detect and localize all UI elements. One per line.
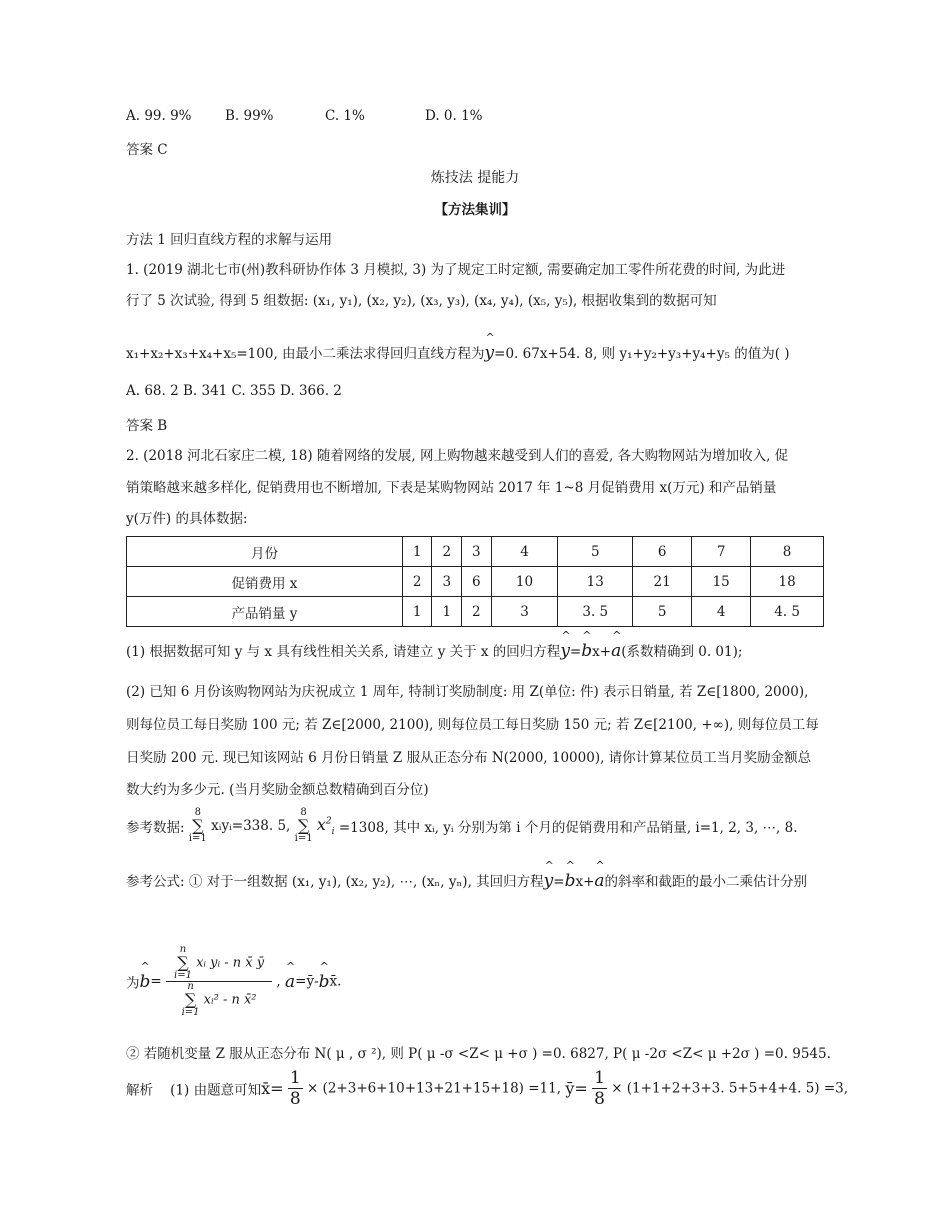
solution-line	[126, 1068, 848, 1112]
fraction-denominator: 8	[289, 1089, 301, 1109]
table-header-cell: 4	[491, 537, 558, 567]
q2-part1-text: (1) 根据数据可知 y 与 x 具有线性相关关系, 请建立 y 关于 x 的回归方程	[126, 644, 561, 660]
ref-formula-a: 参考公式: ① 对于一组数据 (x₁, y₁), (x₂, y₂), ⋯, (xₙ, yₙ), 其回归方程	[126, 874, 544, 890]
table-cell: 5	[633, 597, 692, 627]
sum-symbol	[295, 808, 313, 844]
solution-label: 解析	[126, 1082, 153, 1099]
answer-top: 答案 C	[126, 142, 168, 158]
ref-data-label: 参考数据:	[126, 820, 185, 836]
ref-formula	[126, 870, 807, 891]
a-hat-symbol: ^ a	[611, 641, 621, 661]
ref-data	[126, 808, 798, 848]
sum-upper: n	[187, 981, 194, 992]
y-hat-symbol: ^ y	[544, 871, 554, 891]
fraction-numerator: 1	[594, 1068, 605, 1088]
table-cell: 产品销量 y	[127, 597, 403, 627]
table-cell: 促销费用 x	[127, 567, 403, 597]
table-cell: 6	[462, 567, 492, 597]
solution-text-c: × (1+1+2+3+3. 5+5+4+4. 5) =3,	[611, 1080, 849, 1097]
table-cell: 1	[432, 597, 462, 627]
table-cell: 4	[692, 597, 751, 627]
table-row	[127, 597, 824, 627]
fraction-denominator: 8	[594, 1089, 605, 1109]
q1-line2: 行了 5 次试验, 得到 5 组数据: (x₁, y₁), (x₂, y₂), (x₃, y₃), (x₄, y₄), (x₅, y₅), 根据收集到的数据可知	[126, 293, 717, 309]
q1-line3	[126, 342, 790, 363]
y-hat-symbol: ^ y	[560, 641, 570, 661]
x-squared: $x^2_i$	[316, 814, 335, 838]
b-hat-symbol: ^ b	[319, 972, 330, 992]
sum-upper: n	[179, 944, 187, 955]
table-cell: 4. 5	[751, 597, 824, 627]
table-cell: 1	[402, 597, 432, 627]
y-hat-symbol: ^ y	[485, 343, 495, 363]
option-c-top: C. 1%	[325, 108, 365, 124]
table-cell: 3	[491, 597, 558, 627]
q1-line1-text: 1. (2019 湖北七市(州)教科研协作体 3 月模拟, 3) 为了规定工时定额, 需要确定加工零件所花费的时间, 为此进	[126, 262, 786, 278]
option-b-top: B. 99%	[225, 108, 274, 124]
sigma-icon: ∑	[192, 816, 204, 835]
fraction-numerator: 1	[289, 1068, 301, 1088]
table-header-cell: 7	[692, 537, 751, 567]
sum-lower: i=1	[294, 833, 313, 844]
table-header-cell: 6	[633, 537, 692, 567]
solution-text-b: × (2+3+6+10+13+21+15+18) =11,	[306, 1080, 562, 1097]
ref-xy: xᵢyᵢ=338. 5,	[211, 818, 291, 834]
table-cell: 15	[692, 567, 751, 597]
x-plus: x+	[592, 644, 612, 660]
equals-sign: =	[569, 644, 582, 660]
option-a-top: A. 99. 9%	[126, 108, 192, 124]
table-cell: 3. 5	[558, 597, 633, 627]
sum-upper: 8	[300, 807, 307, 818]
x-plus: x+	[575, 874, 595, 890]
table-cell: 2	[462, 597, 492, 627]
q2-line3: y(万件) 的具体数据:	[126, 511, 248, 527]
table-cell: 10	[491, 567, 558, 597]
b-hat-fraction	[166, 945, 272, 1018]
sum-symbol	[174, 945, 192, 981]
solution-text-a: (1) 由题意可知	[170, 1082, 262, 1099]
option-d-top: D. 0. 1%	[425, 108, 483, 124]
sum-symbol	[182, 982, 200, 1018]
y-bar: ȳ=	[565, 1079, 588, 1098]
b-hat-symbol: ^ b	[581, 641, 592, 661]
numerator-text: xᵢ yᵢ - n x̄ ȳ	[196, 955, 265, 971]
section-title: 炼技法 提能力	[430, 170, 520, 186]
q1-line3-a: x₁+x₂+x₃+x₄+x₅=100, 由最小二乘法求得回归直线方程为	[126, 346, 485, 362]
table-cell: 18	[751, 567, 824, 597]
table-header-cell: 月份	[127, 537, 403, 567]
q2-part2-line4: 数大约为多少元. (当月奖励金额总数精确到百分位)	[126, 782, 429, 798]
method-heading: 方法 1 回归直线方程的求解与运用	[126, 232, 333, 248]
data-table	[126, 536, 824, 627]
q1-line3-b: =0. 67x+54. 8, 则 y₁+y₂+y₃+y₄+y₅ 的值为( )	[494, 346, 790, 362]
formula-prefix: 为	[126, 975, 140, 992]
table-header-cell: 8	[751, 537, 824, 567]
ref-formula-b: 的斜率和截距的最小二乘估计分别	[604, 874, 808, 890]
q2-line1: 2. (2018 河北石家庄二模, 18) 随着网络的发展, 网上购物越来越受到人们的喜爱, 各大购物网站为增加收入, 促	[126, 448, 789, 464]
sum-lower: i=1	[181, 1007, 200, 1018]
a-hat-symbol: ^ a	[594, 871, 604, 891]
sum-lower: i=1	[174, 970, 192, 981]
sigma-icon: ∑	[184, 990, 197, 1009]
sum-lower: i=1	[188, 833, 207, 844]
least-squares-formula: 为^ b= n ∑ i=1 xᵢ yᵢ - n x̄ ȳ n ∑ i=1 xᵢ² - n x̄² , ^ a=ȳ-^ bx̄.	[126, 945, 341, 1030]
q2-part1-tail: (系数精确到 0. 01);	[621, 644, 743, 660]
q2-part2-line3: 日奖励 200 元. 现已知该网站 6 月份日销量 Z 服从正态分布 N(2000, 10000), 请你计算某位员工当月奖励金额总	[126, 750, 812, 766]
formula-tail: =ȳ-	[295, 973, 319, 990]
q2-line2: 销策略越来越多样化, 促销费用也不断增加, 下表是某购物网站 2017 年 1~8 月促销费用 x(万元) 和产品销量	[126, 480, 777, 496]
sigma-icon: ∑	[177, 953, 189, 972]
table-cell: 2	[402, 567, 432, 597]
a-hat-symbol: ^ a	[285, 972, 295, 992]
sum-symbol	[189, 808, 207, 844]
b-hat-symbol: ^ b	[140, 972, 151, 992]
table-row	[127, 567, 824, 597]
formula-end: x̄.	[329, 973, 342, 990]
table-cell: 3	[432, 567, 462, 597]
table-header-cell: 5	[558, 537, 633, 567]
one-eighth-fraction	[592, 1068, 607, 1109]
x-bar: x̄=	[261, 1079, 284, 1098]
table-cell: 13	[558, 567, 633, 597]
table-row	[127, 537, 824, 567]
q2-part1	[126, 640, 742, 661]
q1-answer: 答案 B	[126, 418, 168, 434]
table-header-cell: 2	[432, 537, 462, 567]
equals-sign: =	[150, 973, 162, 990]
b-hat-symbol: ^ b	[565, 871, 576, 891]
q2-part2-line1: (2) 已知 6 月份该购物网站为庆祝成立 1 周年, 特制订奖励制度: 用 Z(单位: 件) 表示日销量, 若 Z∈[1800, 2000),	[126, 684, 809, 700]
one-eighth-fraction	[288, 1068, 303, 1109]
equals-sign: =	[553, 874, 565, 890]
section-subtitle: 【方法集训】	[434, 202, 516, 218]
table-header-cell: 1	[402, 537, 432, 567]
ref-x2: =1308, 其中 xᵢ, yᵢ 分别为第 i 个月的促销费用和产品销量, i=1, 2, 3, ⋯, 8.	[338, 820, 798, 836]
table-header-cell: 3	[462, 537, 492, 567]
q2-part2-line2: 则每位员工每日奖励 100 元; 若 Z∈[2000, 2100), 则每位员工每日奖励 150 元; 若 Z∈[2100, +∞), 则每位员工每	[126, 717, 819, 733]
table-cell: 21	[633, 567, 692, 597]
fraction-numerator	[166, 945, 272, 982]
sum-upper: 8	[194, 807, 202, 818]
denominator-text: xᵢ² - n x̄²	[203, 992, 257, 1008]
q1-options: A. 68. 2 B. 341 C. 355 D. 366. 2	[126, 383, 342, 399]
sigma-icon: ∑	[297, 816, 310, 835]
normal-dist-line: ② 若随机变量 Z 服从正态分布 N( μ , σ ²), 则 P( μ -σ <Z< μ +σ ) =0. 6827, P( μ -2σ <Z< μ +2σ ) =0. 9545.	[126, 1046, 831, 1062]
fraction-denominator	[166, 982, 272, 1018]
